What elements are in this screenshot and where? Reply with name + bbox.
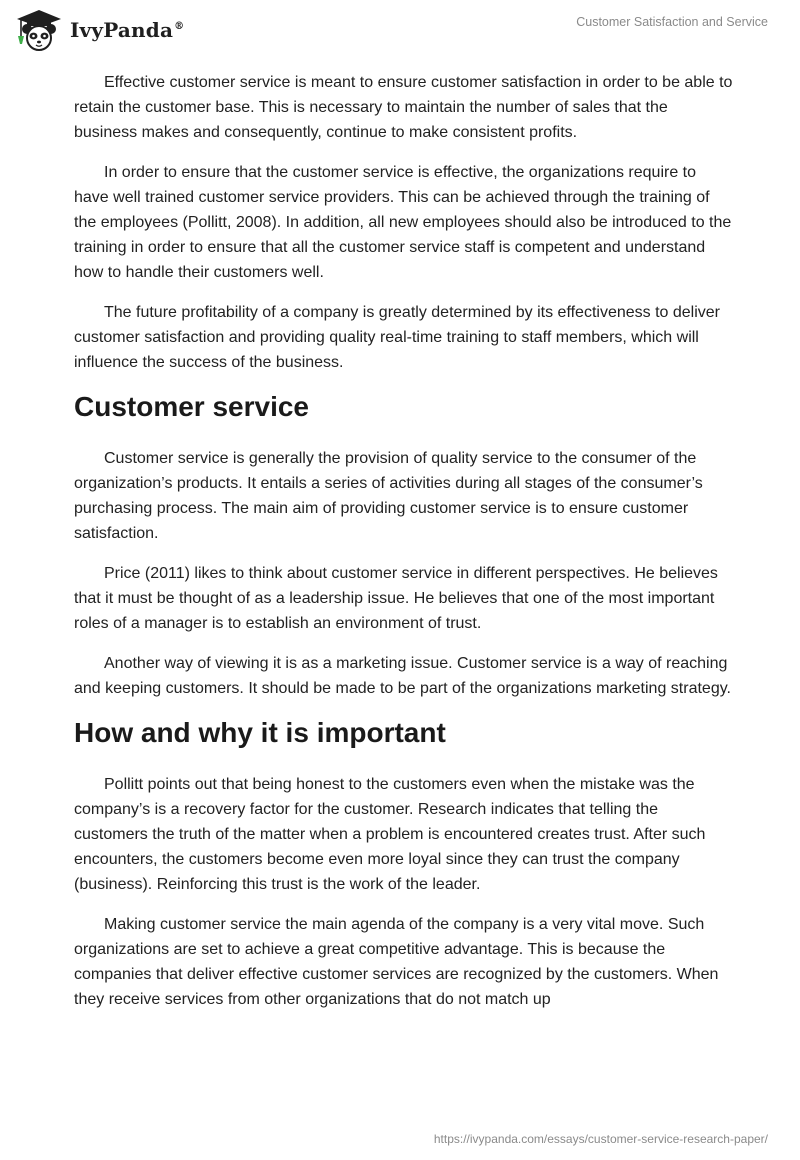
paragraph: The future profitability of a company is greatly determined by its effectiveness to deliver customer satisfaction and providing quality real-time training to staff members, which will influence the success of the business. bbox=[74, 304, 721, 371]
paragraph: Making customer service the main agenda of the company is a very vital move. Such organizations are set to achieve a great competitive advantage. This is because the companies that deliver effective customer services are recognized by the customers. When they receive services from other organizations that do not match up bbox=[74, 916, 719, 1008]
ivypanda-logo[interactable] bbox=[14, 8, 184, 52]
paragraph: Effective customer service is meant to ensure customer satisfaction in order to be able to retain the customer base. This is necessary to maintain the number of sales that the business makes and consequently, continue to make consistent profits. bbox=[74, 74, 733, 141]
paragraph: Customer service is generally the provision of quality service to the consumer of the organization’s products. It entails a series of activities during all stages of the consumer’s purchasing process. The main aim of providing customer service is to ensure customer satisfaction. bbox=[74, 450, 703, 542]
brand-name: IvyPanda® bbox=[70, 18, 185, 42]
document-title: Customer Satisfaction and Service bbox=[576, 15, 768, 29]
registered-mark: ® bbox=[174, 21, 185, 33]
section-heading: Customer service bbox=[74, 391, 310, 422]
paragraph: Pollitt points out that being honest to the customers even when the mistake was the company’s is a recovery factor for the customer. Research indicates that telling the customers the truth of the matter when a problem is encountered creates trust. After such encounters, the customers become even more loyal since they can trust the company (business). Reinforcing this trust is the work of the leader. bbox=[74, 776, 706, 893]
paragraph: In order to ensure that the customer service is effective, the organizations require to have well trained customer service providers. This can be achieved through the training of the employees (Pollitt, 2008). In addition, all new employees should also be introduced to the training in order to ensure that all the customer service staff is competent and understand how to handle their customers well. bbox=[74, 164, 732, 281]
panda-graduate-icon bbox=[14, 8, 64, 52]
paragraph: Price (2011) likes to think about customer service in different perspectives. He believes that it must be thought of as a leadership issue. He believes that one of the most important roles of a manager is to establish an environment of trust. bbox=[74, 565, 718, 632]
paragraph: Another way of viewing it is as a marketing issue. Customer service is a way of reaching and keeping customers. It should be made to be part of the organizations marketing strategy. bbox=[74, 655, 731, 697]
section-heading: How and why it is important bbox=[74, 717, 446, 748]
source-url[interactable]: https://ivypanda.com/essays/customer-service-research-paper/ bbox=[433, 1132, 768, 1146]
essay-body bbox=[74, 70, 734, 1027]
page-header bbox=[0, 0, 800, 64]
